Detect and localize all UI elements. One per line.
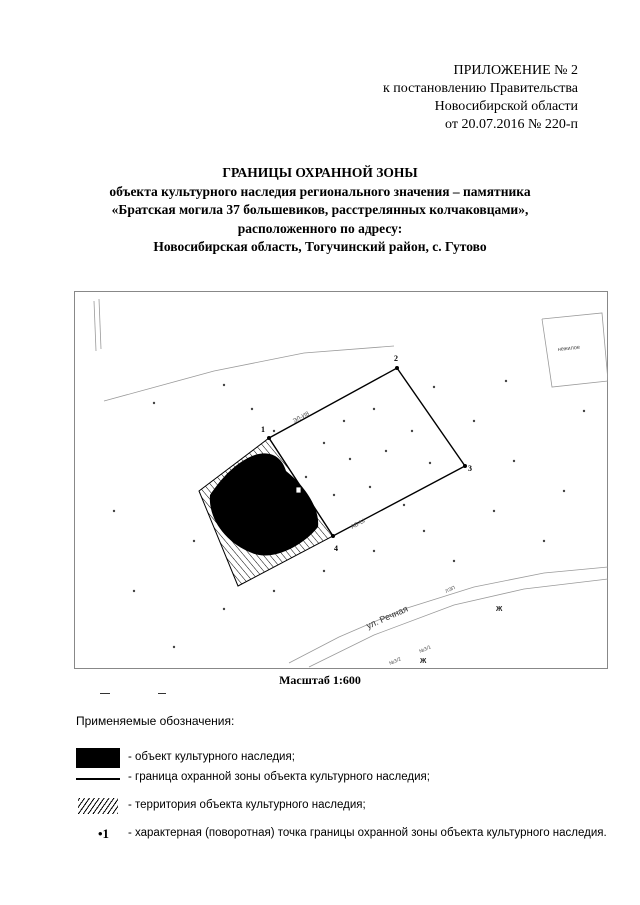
title-line-1: ГРАНИЦЫ ОХРАННОЙ ЗОНЫ [222,165,418,180]
map-small-label-3: №3/2 [388,656,403,667]
point-3-label: 3 [468,464,472,473]
legend-fill-symbol [76,748,120,770]
marker-square [296,487,301,493]
segment-label-1-2: ЭЛ-И8 [292,411,311,425]
appendix-ref: к постановлению Правительства [382,81,578,96]
legend-item-text: - граница охранной зоны объекта культурного наследия; [128,771,430,783]
street-label: ул. Речная [364,603,410,631]
title-line-3: «Братская могила 37 большевиков, расстрелянных колчаковцами», [111,202,529,217]
site-plan-map [74,291,608,669]
point-symbol-text: •1 [98,826,110,841]
map-small-label-1: ЛЭП [444,585,457,595]
legend-item-text: - территория объекта культурного наследия; [128,799,366,811]
legend-item-boundary [76,768,636,792]
point-3-marker [463,464,467,468]
building-label: нежилое [557,344,581,353]
map-frame [75,292,608,669]
legend-point-symbol [76,824,120,846]
appendix-date: от 20.07.2016 № 220-п [445,117,578,132]
point-1-marker [267,436,271,440]
appendix-block [383,62,578,134]
legend-item-text: - характерная (поворотная) точка границы охранной зоны объекта культурного наследия. [128,827,607,839]
legend-heading: Применяемые обозначения: [76,714,235,728]
point-2-marker [395,366,399,370]
document-title [0,164,640,257]
legend-item-text: - объект культурного наследия; [128,751,295,763]
point-2-label: 2 [394,354,398,363]
legend-line-symbol [76,768,120,790]
map-small-label-2: №3/1 [418,644,433,655]
map-small-label-4: Ж [496,606,503,613]
appendix-region: Новосибирской области [434,99,578,114]
appendix-number: ПРИЛОЖЕНИЕ № 2 [453,63,578,78]
point-4-marker [331,534,335,538]
legend-hatch-symbol [76,796,120,818]
legend-item-territory [76,796,636,820]
title-line-5: Новосибирская область, Тогучинский район, с. Гутово [153,239,487,254]
title-line-2: объекта культурного наследия регионального значения – памятника [109,183,531,199]
map-small-label-5: Ж [420,658,427,665]
stray-mark-2 [158,693,166,694]
title-line-4: расположенного по адресу: [237,220,403,236]
legend-item-point [76,824,636,848]
point-1-label: 1 [261,425,265,434]
segment-label-3-4: АБ-Ы [350,518,367,531]
stray-mark-1 [100,693,110,694]
point-4-label: 4 [334,544,338,553]
map-scale: Масштаб 1:600 [279,673,361,687]
